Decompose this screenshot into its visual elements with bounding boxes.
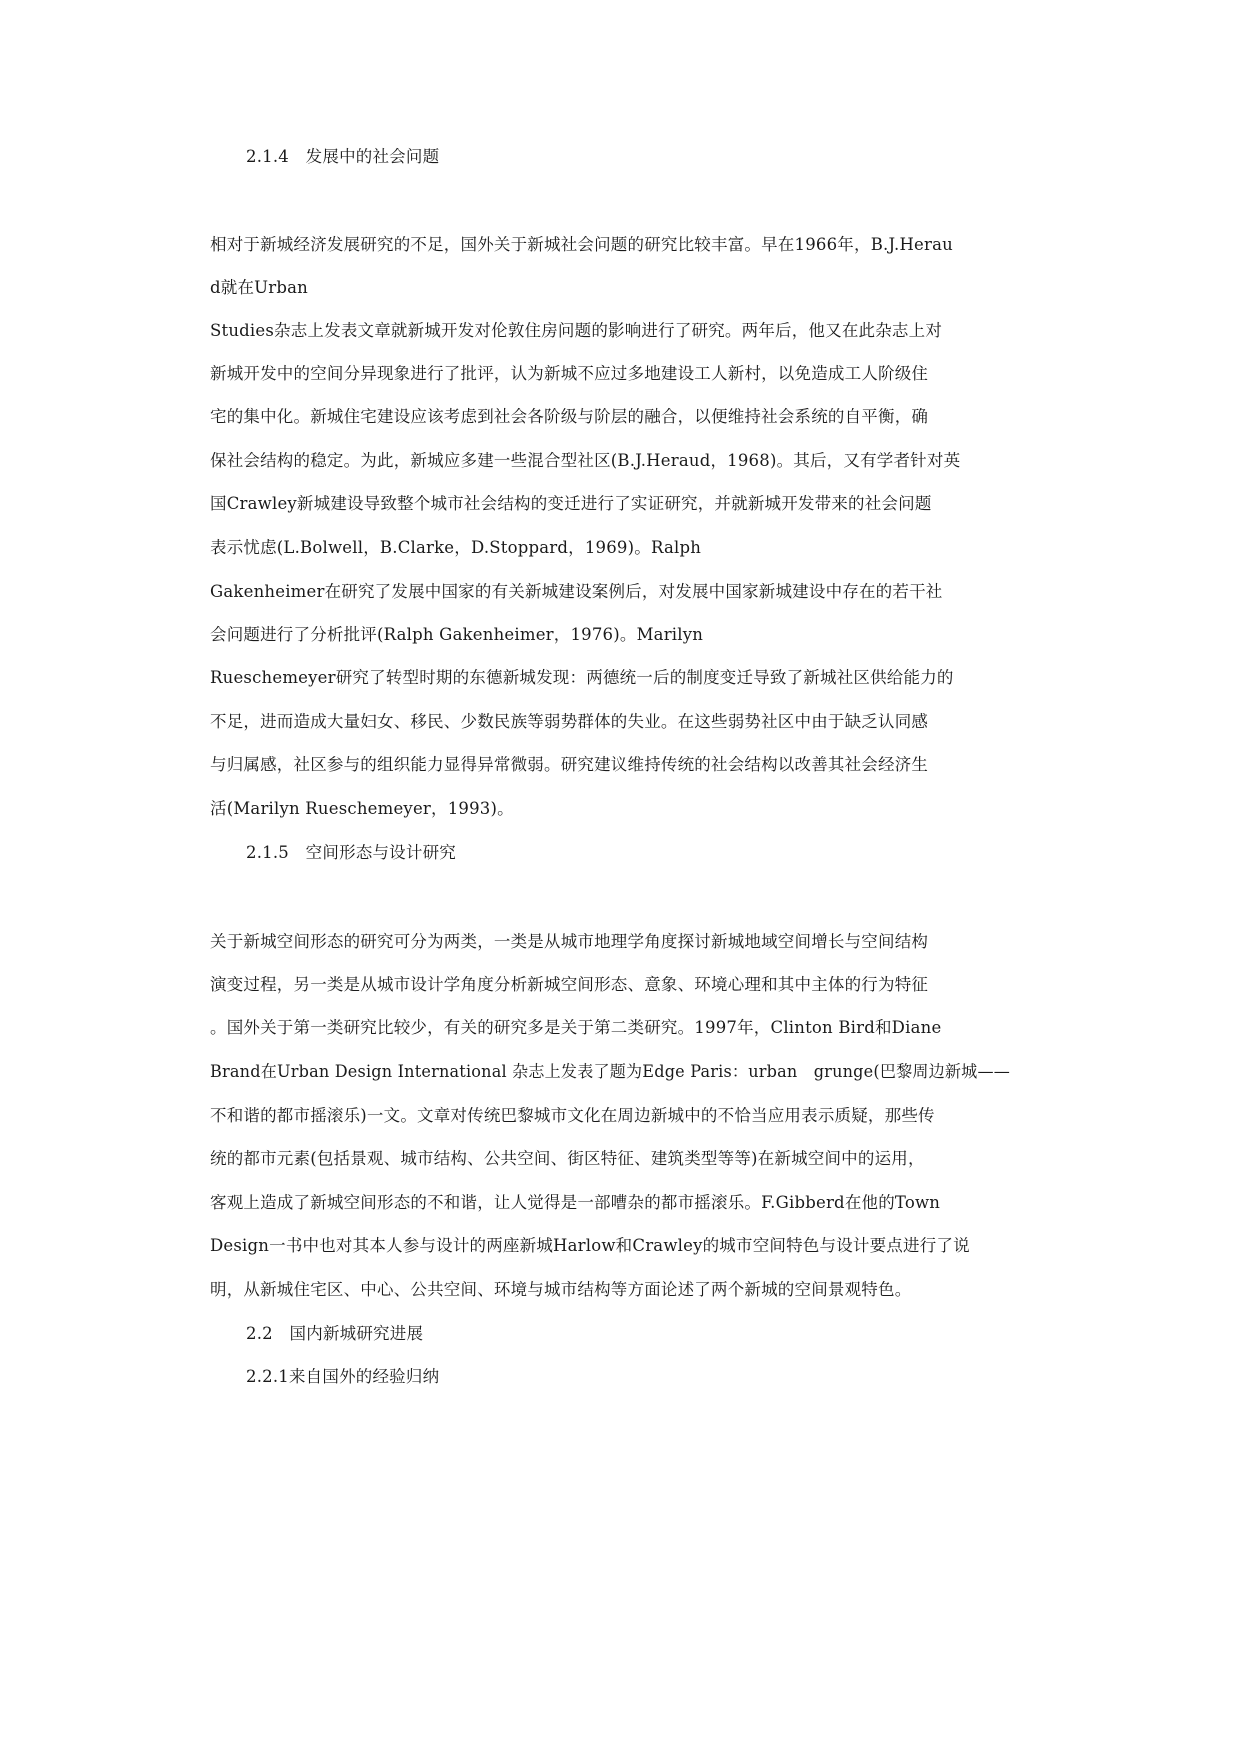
paragraph-line: 相对于新城经济发展研究的不足，国外关于新城社会问题的研究比较丰富。早在1966年，B.J.Herau: [210, 235, 953, 254]
paragraph-line: 演变过程，另一类是从城市设计学角度分析新城空间形态、意象、环境心理和其中主体的行为特征: [210, 975, 929, 994]
paragraph-line: 关于新城空间形态的研究可分为两类，一类是从城市地理学角度探讨新城地域空间增长与空间结构: [210, 932, 929, 951]
paragraph-line: Gakenheimer在研究了发展中国家的有关新城建设案例后，对发展中国家新城建设中存在的若干社: [210, 582, 943, 601]
paragraph-line: Brand在Urban Design International 杂志上发表了题为Edge Paris：urban grunge(巴黎周边新城——: [210, 1062, 1010, 1081]
paragraph-line: 与归属感，社区参与的组织能力显得异常微弱。研究建议维持传统的社会结构以改善其社会经济生: [210, 755, 929, 774]
section-heading-2-1-4: 2.1.4 发展中的社会问题: [246, 147, 440, 166]
paragraph-line: 统的都市元素(包括景观、城市结构、公共空间、街区特征、建筑类型等等)在新城空间中的运用，: [210, 1149, 925, 1168]
paragraph-line: Studies杂志上发表文章就新城开发对伦敦住房问题的影响进行了研究。两年后，他又在此杂志上对: [210, 321, 943, 340]
paragraph-line: 不足，进而造成大量妇女、移民、少数民族等弱势群体的失业。在这些弱势社区中由于缺乏认同感: [210, 712, 929, 731]
paragraph-line: 明，从新城住宅区、中心、公共空间、环境与城市结构等方面论述了两个新城的空间景观特色。: [210, 1280, 912, 1299]
paragraph-line: d就在Urban: [210, 278, 308, 297]
paragraph-line: 客观上造成了新城空间形态的不和谐，让人觉得是一部嘈杂的都市摇滚乐。F.Gibberd在他的Town: [210, 1193, 941, 1212]
paragraph-line: 新城开发中的空间分异现象进行了批评，认为新城不应过多地建设工人新村，以免造成工人阶级住: [210, 364, 929, 383]
section-heading-2-2-1: 2.2.1来自国外的经验归纳: [246, 1367, 440, 1386]
paragraph-line: 表示忧虑(L.Bolwell，B.Clarke，D.Stoppard，1969)。Ralph: [210, 538, 702, 557]
paragraph-line: 不和谐的都市摇滚乐)一文。文章对传统巴黎城市文化在周边新城中的不恰当应用表示质疑，那些传: [210, 1106, 935, 1125]
paragraph-line: 活(Marilyn Rueschemeyer，1993)。: [210, 799, 514, 818]
paragraph-line: 国Crawley新城建设导致整个城市社会结构的变迁进行了实证研究，并就新城开发带来的社会问题: [210, 494, 932, 513]
paragraph-line: Rueschemeyer研究了转型时期的东德新城发现：两德统一后的制度变迁导致了新城社区供给能力的: [210, 668, 954, 687]
paragraph-line: Design一书中也对其本人参与设计的两座新城Harlow和Crawley的城市空间特色与设计要点进行了说: [210, 1236, 970, 1255]
paragraph-line: 会问题进行了分析批评(Ralph Gakenheimer，1976)。Marilyn: [210, 625, 704, 644]
paragraph-line: 宅的集中化。新城住宅建设应该考虑到社会各阶级与阶层的融合，以便维持社会系统的自平衡，确: [210, 407, 929, 426]
section-heading-2-2: 2.2 国内新城研究进展: [246, 1324, 424, 1343]
section-heading-2-1-5: 2.1.5 空间形态与设计研究: [246, 843, 456, 862]
paragraph-line: 保社会结构的稳定。为此，新城应多建一些混合型社区(B.J.Heraud，1968)。其后，又有学者针对英: [210, 451, 961, 470]
paragraph-line: 。国外关于第一类研究比较少，有关的研究多是关于第二类研究。1997年，Clinton Bird和Diane: [210, 1018, 942, 1037]
